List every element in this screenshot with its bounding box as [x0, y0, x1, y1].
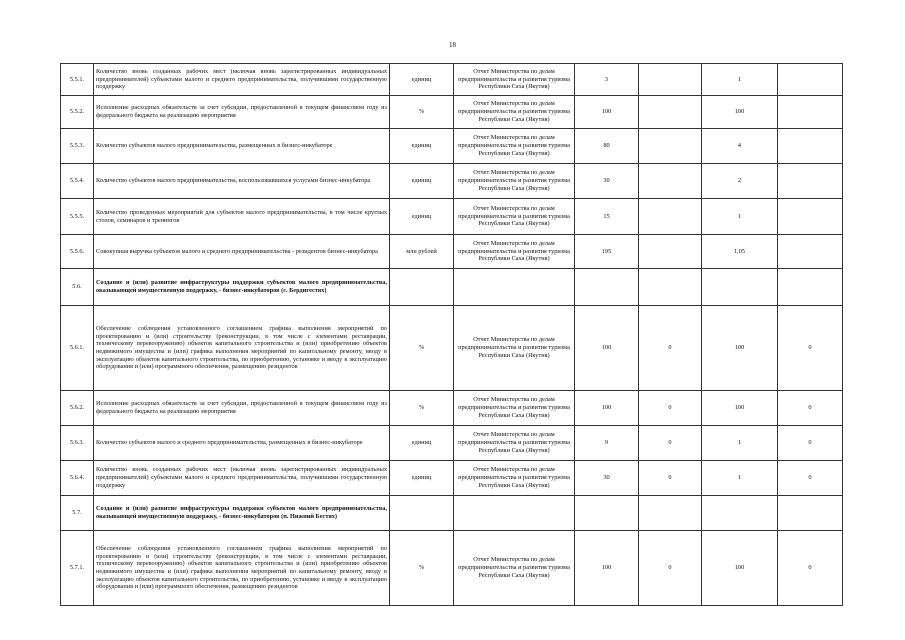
- data-source: Отчет Министерства по делам предпринимательства и развития туризма Республики Саха (Якутия): [454, 391, 575, 426]
- value-cell: [575, 496, 639, 531]
- indicator-name: Количество проведенных мероприятий для субъектов малого предпринимательства, в том числе круглых столов, семинаров и тренингов: [94, 199, 390, 235]
- row-number: 5.6.2.: [61, 391, 94, 426]
- unit-of-measure: млн рублей: [390, 235, 454, 269]
- page-number: 18: [449, 41, 456, 49]
- data-source: Отчет Министерства по делам предпринимательства и развития туризма Республики Саха (Якутия): [454, 96, 575, 129]
- value-cell: [778, 269, 843, 306]
- row-number: 5.5.5.: [61, 199, 94, 235]
- value-cell: 0: [639, 426, 702, 461]
- table-row: [61, 426, 843, 461]
- indicator-name: Количество субъектов малого предпринимательства, воспользовавшихся услугами бизнес-инкубатора: [94, 164, 390, 199]
- unit-of-measure: единиц: [390, 199, 454, 235]
- indicator-name: Количество вновь созданных рабочих мест (включая вновь зарегистрированных индивидуальных предпринимателей) субъектами малого и среднего предпринимательства, получившими государственную поддержку: [94, 64, 390, 96]
- indicator-name: Количество субъектов малого предпринимательства, размещенных в бизнес-инкубаторе: [94, 129, 390, 164]
- row-number: 5.6.1.: [61, 306, 94, 391]
- value-cell: 1: [702, 461, 778, 496]
- value-cell: 195: [575, 235, 639, 269]
- unit-of-measure: %: [390, 531, 454, 606]
- value-cell: 100: [702, 531, 778, 606]
- value-cell: [778, 64, 843, 96]
- indicator-name: Совокупная выручка субъектов малого и среднего предпринимательства - резидентов бизнес-инкубатора: [94, 235, 390, 269]
- unit-of-measure: единиц: [390, 64, 454, 96]
- value-cell: [778, 96, 843, 129]
- table-row: [61, 391, 843, 426]
- table-body: [61, 64, 843, 606]
- data-source: Отчет Министерства по делам предпринимательства и развития туризма Республики Саха (Якутия): [454, 306, 575, 391]
- value-cell: 15: [575, 199, 639, 235]
- value-cell: 1: [702, 64, 778, 96]
- value-cell: 30: [575, 164, 639, 199]
- value-cell: 0: [639, 306, 702, 391]
- row-number: 5.6.4.: [61, 461, 94, 496]
- indicator-name: Количество вновь созданных рабочих мест (включая вновь зарегистрированных индивидуальных предпринимателей) субъектами малого и среднего предпринимательства, получившими государственную поддержку: [94, 461, 390, 496]
- table-row: [61, 96, 843, 129]
- value-cell: 100: [575, 531, 639, 606]
- value-cell: 0: [778, 531, 843, 606]
- value-cell: 0: [639, 461, 702, 496]
- indicator-name: Обеспечение соблюдения установленного соглашением графика выполнения мероприятий по проектированию и (или) строительству (реконструкции, в том числе с элементами реставрации, техническому перевооружению) объектов капитального строительства и (или) приобретению объектов недвижимого имущества и (или) графика выполнения мероприятий по капитальному ремонту, вводу в эксплуатацию объектов капитального строительства, по приобретению, установке и вводу в эксплуатацию оборудования и (или) программного обеспечения, размещению резидентов: [94, 306, 390, 391]
- data-source: Отчет Министерства по делам предпринимательства и развития туризма Республики Саха (Якутия): [454, 64, 575, 96]
- value-cell: 100: [575, 391, 639, 426]
- unit-of-measure: единиц: [390, 164, 454, 199]
- table-row: [61, 235, 843, 269]
- value-cell: 0: [778, 391, 843, 426]
- value-cell: 100: [575, 306, 639, 391]
- value-cell: [778, 235, 843, 269]
- value-cell: [639, 496, 702, 531]
- value-cell: [575, 269, 639, 306]
- data-source: Отчет Министерства по делам предпринимательства и развития туризма Республики Саха (Якутия): [454, 426, 575, 461]
- unit-of-measure: единиц: [390, 129, 454, 164]
- unit-of-measure: единиц: [390, 461, 454, 496]
- value-cell: [639, 164, 702, 199]
- value-cell: 0: [778, 426, 843, 461]
- indicator-name: Исполнение расходных обязательств за счет субсидии, предоставленной в текущем финансовом году из федерального бюджета на реализацию мероприятия: [94, 391, 390, 426]
- value-cell: 0: [639, 391, 702, 426]
- value-cell: [778, 129, 843, 164]
- unit-of-measure: %: [390, 391, 454, 426]
- row-number: 5.5.1.: [61, 64, 94, 96]
- value-cell: 4: [702, 129, 778, 164]
- data-source: Отчет Министерства по делам предпринимательства и развития туризма Республики Саха (Якутия): [454, 531, 575, 606]
- value-cell: 0: [778, 461, 843, 496]
- value-cell: [778, 164, 843, 199]
- indicator-name: Создание и (или) развитие инфраструктуры поддержки субъектов малого предпринимательства, оказывающей имущественную поддержку, - бизнес-инкубаторов (п. Нижний Бестях): [94, 496, 390, 531]
- value-cell: 100: [702, 306, 778, 391]
- data-source: Отчет Министерства по делам предпринимательства и развития туризма Республики Саха (Якутия): [454, 199, 575, 235]
- value-cell: [639, 96, 702, 129]
- value-cell: 100: [702, 96, 778, 129]
- value-cell: 1: [702, 426, 778, 461]
- value-cell: 1: [702, 199, 778, 235]
- table-row: [61, 531, 843, 606]
- section-row: [61, 269, 843, 306]
- indicator-name: Обеспечение соблюдения установленного соглашением графика выполнения мероприятий по проектированию и (или) строительству (реконструкции, в том числе с элементами реставрации, техническому перевооружению) объектов капитального строительства и (или) приобретению объектов недвижимого имущества и (или) графика выполнения мероприятий по капитальному ремонту, вводу в эксплуатацию объектов капитального строительства, по приобретению, установке и вводу в эксплуатацию оборудования и (или) программного обеспечения, размещению резидентов: [94, 531, 390, 606]
- value-cell: [639, 129, 702, 164]
- data-source: [454, 496, 575, 531]
- table-row: [61, 461, 843, 496]
- table-row: [61, 199, 843, 235]
- data-source: Отчет Министерства по делам предпринимательства и развития туризма Республики Саха (Якутия): [454, 461, 575, 496]
- value-cell: [778, 199, 843, 235]
- row-number: 5.5.6.: [61, 235, 94, 269]
- value-cell: 1,05: [702, 235, 778, 269]
- unit-of-measure: [390, 269, 454, 306]
- value-cell: 80: [575, 129, 639, 164]
- indicators-table: [60, 63, 843, 606]
- row-number: 5.6.: [61, 269, 94, 306]
- indicator-name: Исполнение расходных обязательств за счет субсидии, предоставленной в текущем финансовом году из федерального бюджета на реализацию мероприятия: [94, 96, 390, 129]
- value-cell: 2: [702, 164, 778, 199]
- row-number: 5.5.4.: [61, 164, 94, 199]
- row-number: 5.7.: [61, 496, 94, 531]
- value-cell: 9: [575, 426, 639, 461]
- value-cell: [639, 64, 702, 96]
- indicator-name: Создание и (или) развитие инфраструктуры поддержки субъектов малого предпринимательства, оказывающей имущественную поддержку, - бизнес-инкубаторов (с. Бердигестях): [94, 269, 390, 306]
- value-cell: [639, 199, 702, 235]
- value-cell: 100: [575, 96, 639, 129]
- value-cell: [639, 235, 702, 269]
- value-cell: [702, 269, 778, 306]
- data-source: [454, 269, 575, 306]
- table-row: [61, 306, 843, 391]
- value-cell: 100: [702, 391, 778, 426]
- indicator-name: Количество субъектов малого и среднего предпринимательства, размещенных в бизнес-инкубаторе: [94, 426, 390, 461]
- table-row: [61, 164, 843, 199]
- table-row: [61, 64, 843, 96]
- table-row: [61, 129, 843, 164]
- data-source: Отчет Министерства по делам предпринимательства и развития туризма Республики Саха (Якутия): [454, 164, 575, 199]
- value-cell: 30: [575, 461, 639, 496]
- value-cell: [702, 496, 778, 531]
- unit-of-measure: единиц: [390, 426, 454, 461]
- row-number: 5.6.3.: [61, 426, 94, 461]
- value-cell: [778, 496, 843, 531]
- row-number: 5.5.2.: [61, 96, 94, 129]
- value-cell: 0: [639, 531, 702, 606]
- data-source: Отчет Министерства по делам предпринимательства и развития туризма Республики Саха (Якутия): [454, 129, 575, 164]
- section-row: [61, 496, 843, 531]
- data-source: Отчет Министерства по делам предпринимательства и развития туризма Республики Саха (Якутия): [454, 235, 575, 269]
- value-cell: 0: [778, 306, 843, 391]
- unit-of-measure: [390, 496, 454, 531]
- unit-of-measure: %: [390, 306, 454, 391]
- value-cell: 3: [575, 64, 639, 96]
- row-number: 5.7.1.: [61, 531, 94, 606]
- value-cell: [639, 269, 702, 306]
- row-number: 5.5.3.: [61, 129, 94, 164]
- unit-of-measure: %: [390, 96, 454, 129]
